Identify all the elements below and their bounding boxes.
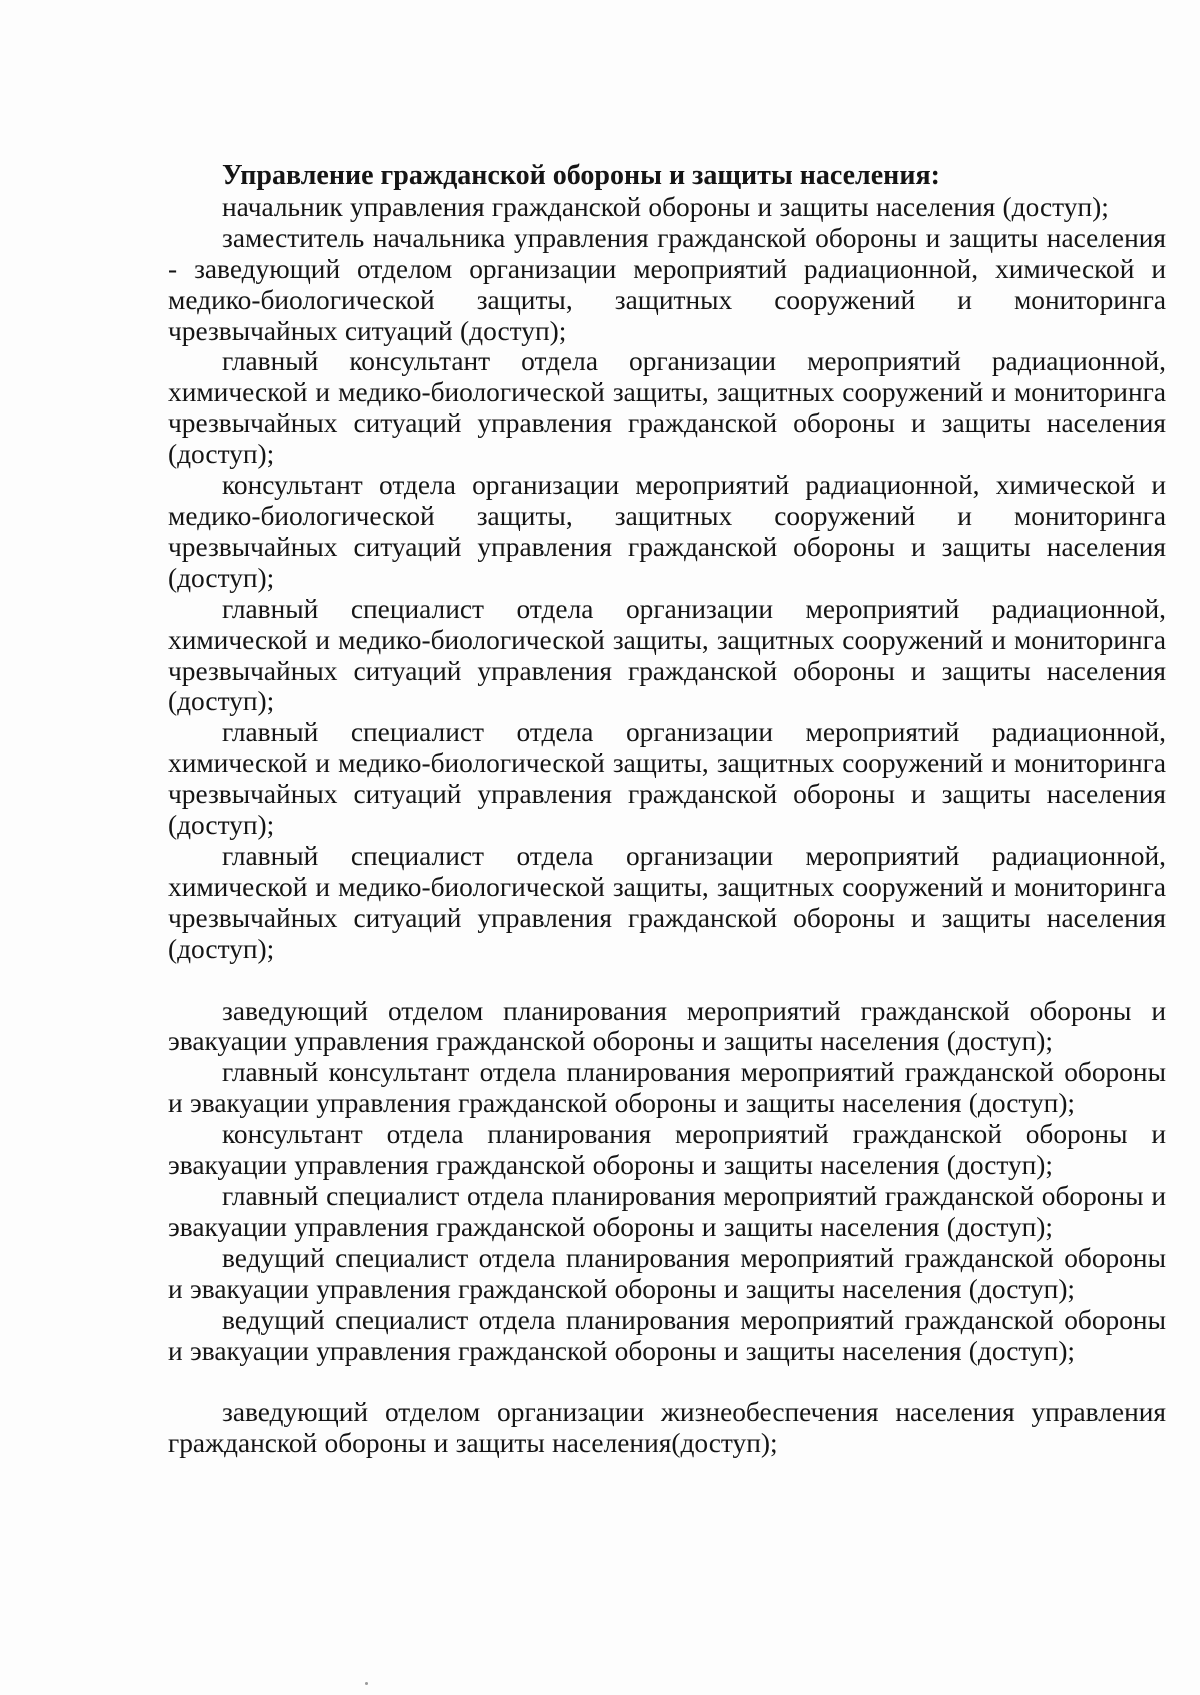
document-body [168, 161, 1166, 1459]
paragraph: заведующий отделом организации жизнеобеспечения населения управления гражданской обороны и защиты населения(доступ); [168, 1397, 1166, 1459]
group-spacer [168, 965, 1166, 996]
paragraph: главный специалист отдела планирования мероприятий гражданской обороны и эвакуации управления гражданской обороны и защиты населения (доступ); [168, 1181, 1166, 1242]
paragraph: заместитель начальника управления гражданской обороны и защиты населения - заведующий отделом организации мероприятий радиационной, химической и медико-биологической защиты, защитных сооружений и мониторинга чрезвычайных ситуаций (доступ); [168, 222, 1166, 346]
paragraph-group-radiation-protection [168, 192, 1166, 965]
section-heading: Управление гражданской обороны и защиты населения: [222, 160, 940, 191]
paragraph-group-life-support [168, 1397, 1166, 1459]
paragraph: главный специалист отдела организации мероприятий радиационной, химической и медико-биологической защиты, защитных сооружений и мониторинга чрезвычайных ситуаций управления гражданской обороны и защиты населения (доступ); [168, 840, 1166, 964]
paragraph: главный консультант отдела планирования мероприятий гражданской обороны и эвакуации управления гражданской обороны и защиты населения (доступ); [168, 1057, 1166, 1119]
paragraph: ведущий специалист отдела планирования мероприятий гражданской обороны и эвакуации управления гражданской обороны и защиты населения (доступ); [168, 1304, 1166, 1366]
paragraph: заведующий отделом планирования мероприятий гражданской обороны и эвакуации управления гражданской обороны и защиты населения (доступ); [168, 995, 1166, 1057]
paragraph-group-evacuation-planning [168, 996, 1166, 1367]
paragraph: главный специалист отдела организации мероприятий радиационной, химической и медико-биологической защиты, защитных сооружений и мониторинга чрезвычайных ситуаций управления гражданской обороны и защиты населения (доступ); [168, 593, 1166, 717]
paragraph: главный консультант отдела организации мероприятий радиационной, химической и медико-биологической защиты, защитных сооружений и мониторинга чрезвычайных ситуаций управления гражданской обороны и защиты населения (доступ); [168, 346, 1166, 470]
paragraph: консультант отдела организации мероприятий радиационной, химической и медико-биологической защиты, защитных сооружений и мониторинга чрезвычайных ситуаций управления гражданской обороны и защиты населения (доступ); [168, 470, 1166, 593]
paragraph: главный специалист отдела организации мероприятий радиационной, химической и медико-биологической защиты, защитных сооружений и мониторинга чрезвычайных ситуаций управления гражданской обороны и защиты населения (доступ); [168, 717, 1166, 841]
paragraph: ведущий специалист отдела планирования мероприятий гражданской обороны и эвакуации управления гражданской обороны и защиты населения (доступ); [168, 1242, 1166, 1304]
group-spacer [168, 1366, 1166, 1397]
paragraph: консультант отдела планирования мероприятий гражданской обороны и эвакуации управления гражданской обороны и защиты населения (доступ); [168, 1119, 1166, 1181]
scan-speck [365, 1682, 368, 1685]
paragraph: начальник управления гражданской обороны и защиты населения (доступ); [222, 191, 1109, 222]
